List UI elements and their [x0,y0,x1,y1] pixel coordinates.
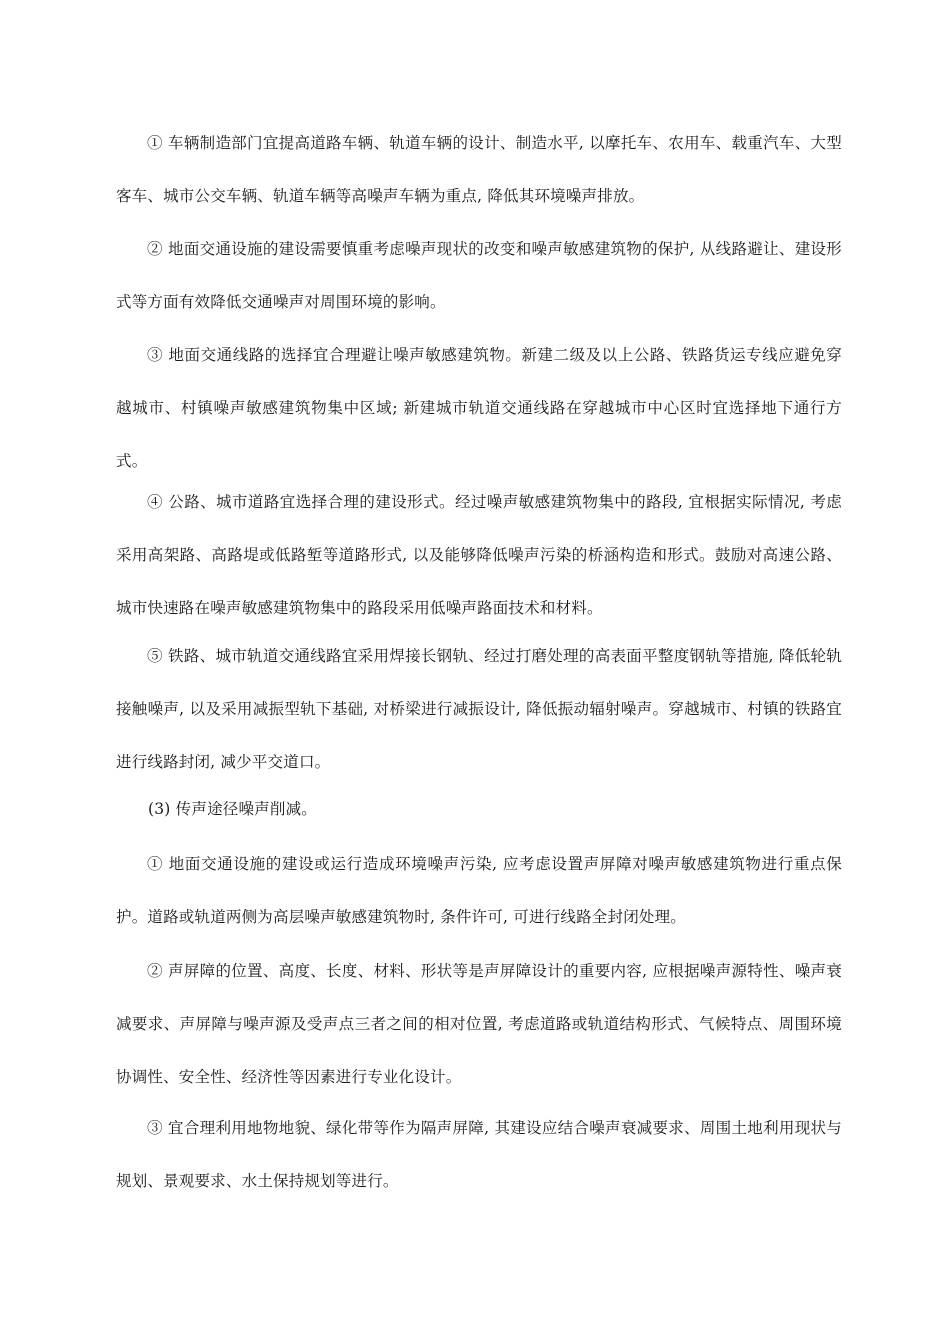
paragraph-vehicle-manufacturing: ① 车辆制造部门宜提高道路车辆、轨道车辆的设计、制造水平, 以摩托车、农用车、载重汽车、大型客车、城市公交车辆、轨道车辆等高噪声车辆为重点, 降低其环境噪声排放。 [116,134,842,205]
paragraph-sound-barrier-design: ② 声屏障的位置、高度、长度、材料、形状等是声屏障设计的重要内容, 应根据噪声源特性、噪声衰减要求、声屏障与噪声源及受声点三者之间的相对位置, 考虑道路或轨道结构形式、气候特点、周围环境协调性、安全性、经济性等因素进行专业化设计。 [116,962,842,1086]
section-heading-transmission-path: (3) 传声途径噪声削减。 [148,800,317,818]
paragraph-natural-barriers: ③ 宜合理利用地物地貌、绿化带等作为隔声屏障, 其建设应结合噪声衰减要求、周围土地利用现状与规划、景观要求、水土保持规划等进行。 [116,1119,842,1190]
paragraph-sound-barrier-protection: ① 地面交通设施的建设或运行造成环境噪声污染, 应考虑设置声屏障对噪声敏感建筑物进行重点保护。道路或轨道两侧为高层噪声敏感建筑物时, 条件许可, 可进行线路全封闭处理。 [116,855,842,926]
paragraph-road-construction-form: ④ 公路、城市道路宜选择合理的建设形式。经过噪声敏感建筑物集中的路段, 宜根据实际情况, 考虑采用高架路、高路堤或低路堑等道路形式, 以及能够降低噪声污染的桥涵构造和形式。鼓励对高速公路、城市快速路在噪声敏感建筑物集中的路段采用低噪声路面技术和材料。 [116,493,842,617]
paragraph-rail-track-measures: ⑤ 铁路、城市轨道交通线路宜采用焊接长钢轨、经过打磨处理的高表面平整度钢轨等措施, 降低轮轨接触噪声, 以及采用减振型轨下基础, 对桥梁进行减振设计, 降低振动辐射噪声。穿越城市、村镇的铁路宜进行线路封闭, 减少平交道口。 [116,647,842,771]
paragraph-route-selection: ③ 地面交通线路的选择宜合理避让噪声敏感建筑物。新建二级及以上公路、铁路货运专线应避免穿越城市、村镇噪声敏感建筑物集中区域; 新建城市轨道交通线路在穿越城市中心区时宜选择地下通行方式。 [116,346,842,470]
paragraph-ground-transport-facilities: ② 地面交通设施的建设需要慎重考虑噪声现状的改变和噪声敏感建筑物的保护, 从线路避让、建设形式等方面有效降低交通噪声对周围环境的影响。 [116,240,842,311]
